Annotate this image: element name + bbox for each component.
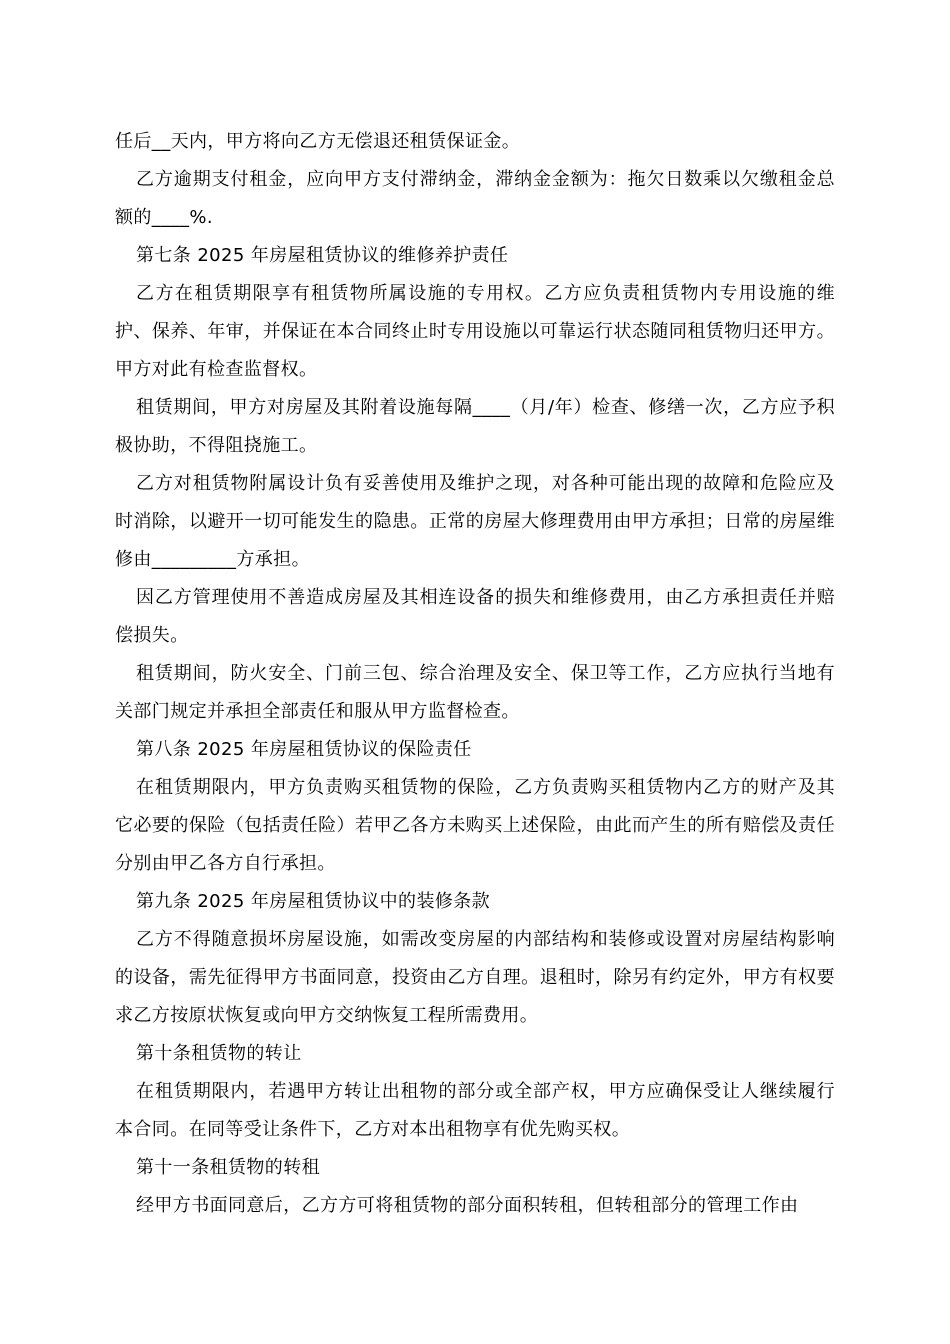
paragraph-sublease: 经甲方书面同意后，乙方方可将租赁物的部分面积转租，但转租部分的管理工作由 [136, 1195, 799, 1216]
paragraph-fire-safety: 租赁期间，防火安全、门前三包、综合治理及安全、保卫等工作，乙方应执行当地有关部门规定并承担全部责任和服从甲方监督检查。 [115, 663, 835, 722]
article-10-heading: 第十条租赁物的转让 [136, 1043, 302, 1064]
paragraph-renovation: 乙方不得随意损坏房屋设施，如需改变房屋的内部结构和装修或设置对房屋结构影响的设备，需先征得甲方书面同意，投资由乙方自理。退租时，除另有约定外，甲方有权要求乙方按原状恢复或向甲方交纳恢复工程所需费用。 [115, 929, 835, 1026]
paragraph-deposit-return: 任后__天内，甲方将向乙方无偿退还租赁保证金。 [115, 131, 521, 152]
paragraph-facility-rights: 乙方在租赁期限享有租赁物所属设施的专用权。乙方应负责租赁物内专用设施的维护、保养、年审，并保证在本合同终止时专用设施以可靠运行状态随同租赁物归还甲方。甲方对此有检查监督权。 [115, 283, 835, 380]
article-7-heading: 第七条 2025 年房屋租赁协议的维修养护责任 [136, 245, 509, 266]
paragraph-late-fee: 乙方逾期支付租金，应向甲方支付滞纳金，滞纳金金额为：拖欠日数乘以欠缴租金总额的____%. [115, 169, 835, 228]
document-body [115, 123, 835, 1225]
paragraph-transfer: 在租赁期限内，若遇甲方转让出租物的部分或全部产权，甲方应确保受让人继续履行本合同。在同等受让条件下，乙方对本出租物享有优先购买权。 [115, 1081, 835, 1140]
article-9-heading: 第九条 2025 年房屋租赁协议中的装修条款 [136, 891, 491, 912]
paragraph-inspection: 租赁期间，甲方对房屋及其附着设施每隔____（月/年）检查、修缮一次，乙方应予积极协助，不得阻挠施工。 [115, 397, 835, 456]
paragraph-damage-liability: 因乙方管理使用不善造成房屋及其相连设备的损失和维修费用，由乙方承担责任并赔偿损失。 [115, 587, 835, 646]
article-8-heading: 第八条 2025 年房屋租赁协议的保险责任 [136, 739, 472, 760]
paragraph-maintenance: 乙方对租赁物附属设计负有妥善使用及维护之现，对各种可能出现的故障和危险应及时消除，以避开一切可能发生的隐患。正常的房屋大修理费用由甲方承担；日常的房屋维修由_________方承担。 [115, 473, 835, 570]
article-11-heading: 第十一条租赁物的转租 [136, 1157, 320, 1178]
paragraph-insurance: 在租赁期限内，甲方负责购买租赁物的保险，乙方负责购买租赁物内乙方的财产及其它必要的保险（包括责任险）若甲乙各方未购买上述保险，由此而产生的所有赔偿及责任分别由甲乙各方自行承担。 [115, 777, 835, 874]
